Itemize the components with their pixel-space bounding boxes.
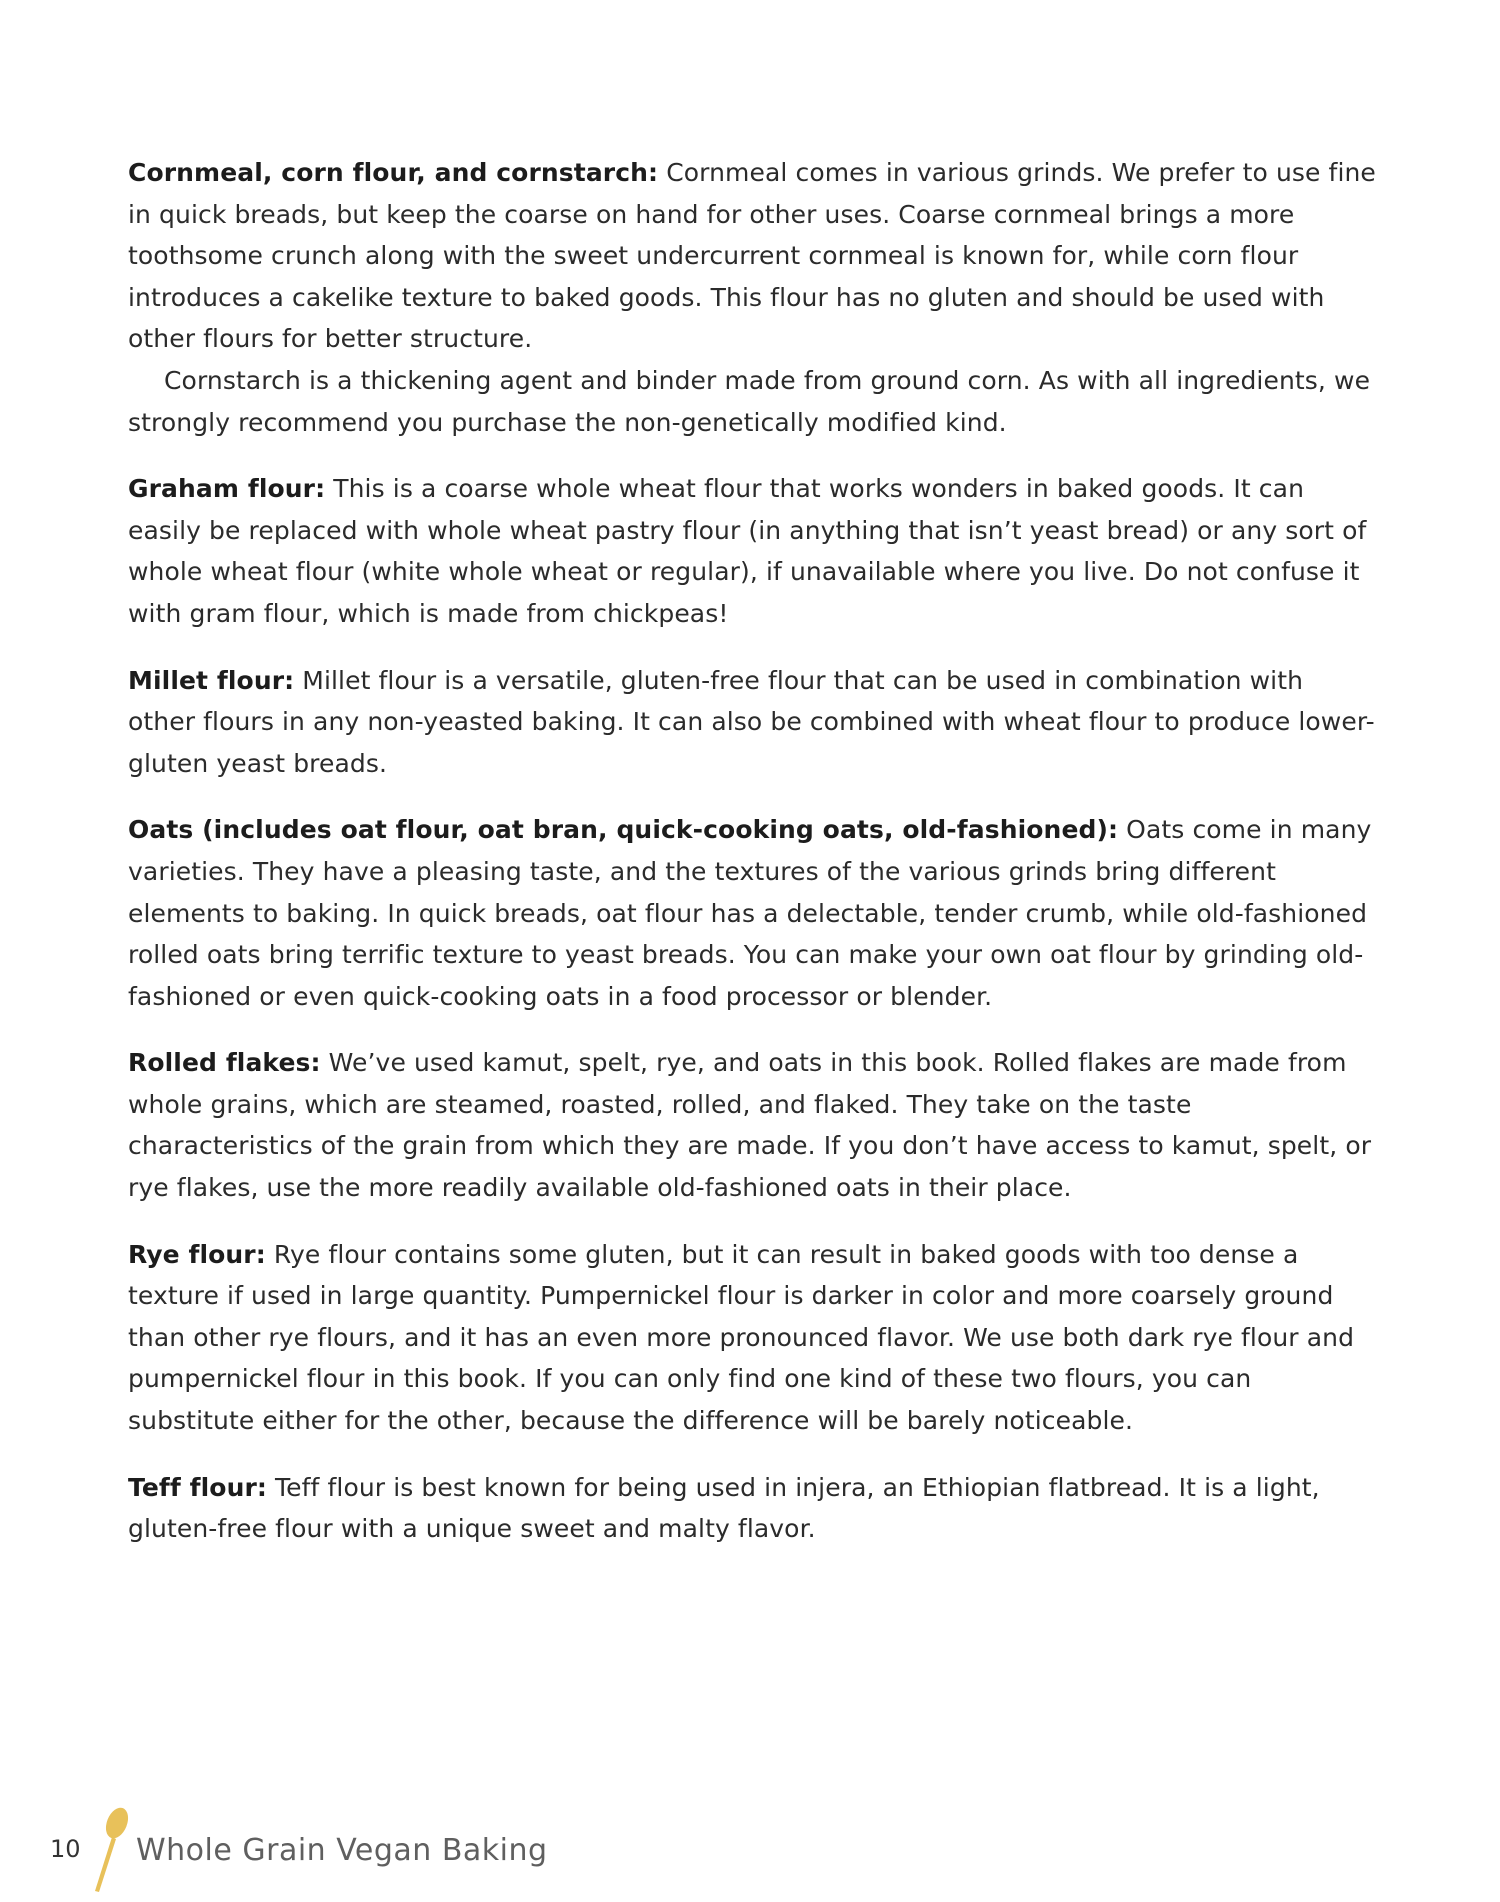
entry-paragraph	[128, 1467, 1378, 1550]
entry-text: This is a coarse whole wheat flour that works wonders in baked goods. It can easily be replaced with whole wheat pastry flour (in anything that isn’t yeast bread) or any sort of whole wheat flour (white whole wheat or regular), if unavailable where you live. Do not confuse it with gram flour, which is made from chickpeas!	[128, 474, 1367, 628]
entry-cornmeal	[128, 152, 1378, 443]
page-number: 10	[50, 1835, 81, 1863]
entry-paragraph	[128, 1234, 1378, 1442]
entry-text: Millet flour is a versatile, gluten-free flour that can be used in combination with other flours in any non-yeasted baking. It can also be combined with wheat flour to produce lower-gluten yeast breads.	[128, 665, 1375, 778]
entry-term: Rolled flakes:	[128, 1048, 321, 1078]
entry-oats	[128, 809, 1378, 1017]
entry-teff-flour	[128, 1467, 1378, 1550]
page-footer	[50, 1805, 650, 1895]
entry-text: Cornmeal comes in various grinds. We prefer to use fine in quick breads, but keep the coarse on hand for other uses. Coarse cornmeal brings a more toothsome crunch along with the sweet undercurrent cornmeal is known for, while corn flour introduces a cakelike texture to baked goods. This flour has no gluten and should be used with other flours for better structure.	[128, 158, 1376, 354]
entry-term: Graham flour:	[128, 474, 326, 504]
entry-text: Oats come in many varieties. They have a pleasing taste, and the textures of the various grinds bring different elements to baking. In quick breads, oat flour has a delectable, tender crumb, while old-fashioned rolled oats bring terrific texture to yeast breads. You can make your own oat flour by grinding old-fashioned or even quick-cooking oats in a food processor or blender.	[128, 815, 1372, 1011]
entry-paragraph-2: Cornstarch is a thickening agent and binder made from ground corn. As with all ingredients, we strongly recommend you purchase the non-genetically modified kind.	[128, 365, 1371, 437]
entry-term: Teff flour:	[128, 1472, 267, 1502]
book-title: Whole Grain Vegan Baking	[136, 1833, 548, 1868]
entry-graham-flour	[128, 468, 1378, 634]
entry-paragraph	[128, 152, 1378, 360]
entry-text: We’ve used kamut, spelt, rye, and oats in this book. Rolled flakes are made from whole grains, which are steamed, roasted, rolled, and flaked. They take on the taste characteristics of the grain from which they are made. If you don’t have access to kamut, spelt, or rye flakes, use the more readily available old-fashioned oats in their place.	[128, 1048, 1372, 1203]
entry-paragraph	[128, 660, 1378, 785]
entry-text: Rye flour contains some gluten, but it can result in baked goods with too dense a texture if used in large quantity. Pumpernickel flour is darker in color and more coarsely ground than other rye flours, and it has an even more pronounced flavor. We use both dark rye flour and pumpernickel flour in this book. If you can only find one kind of these two flours, you can substitute either for the other, because the difference will be barely noticeable.	[128, 1239, 1355, 1436]
entry-term: Rye flour:	[128, 1239, 266, 1269]
entry-term: Millet flour:	[128, 665, 295, 695]
entry-rye-flour	[128, 1234, 1378, 1442]
entry-paragraph	[128, 809, 1378, 1017]
page-body	[128, 152, 1378, 1575]
entry-paragraph	[128, 468, 1378, 634]
entry-rolled-flakes	[128, 1042, 1378, 1208]
entry-millet-flour	[128, 660, 1378, 785]
entry-term: Oats (includes oat flour, oat bran, quick-cooking oats, old-fashioned):	[128, 815, 1119, 845]
entry-paragraph	[128, 1042, 1378, 1208]
entry-text: Teff flour is best known for being used in injera, an Ethiopian flatbread. It is a light, gluten-free flour with a unique sweet and malty flavor.	[128, 1472, 1320, 1544]
entry-term: Cornmeal, corn flour, and cornstarch:	[128, 158, 659, 187]
wooden-spoon-icon	[85, 1805, 135, 1895]
